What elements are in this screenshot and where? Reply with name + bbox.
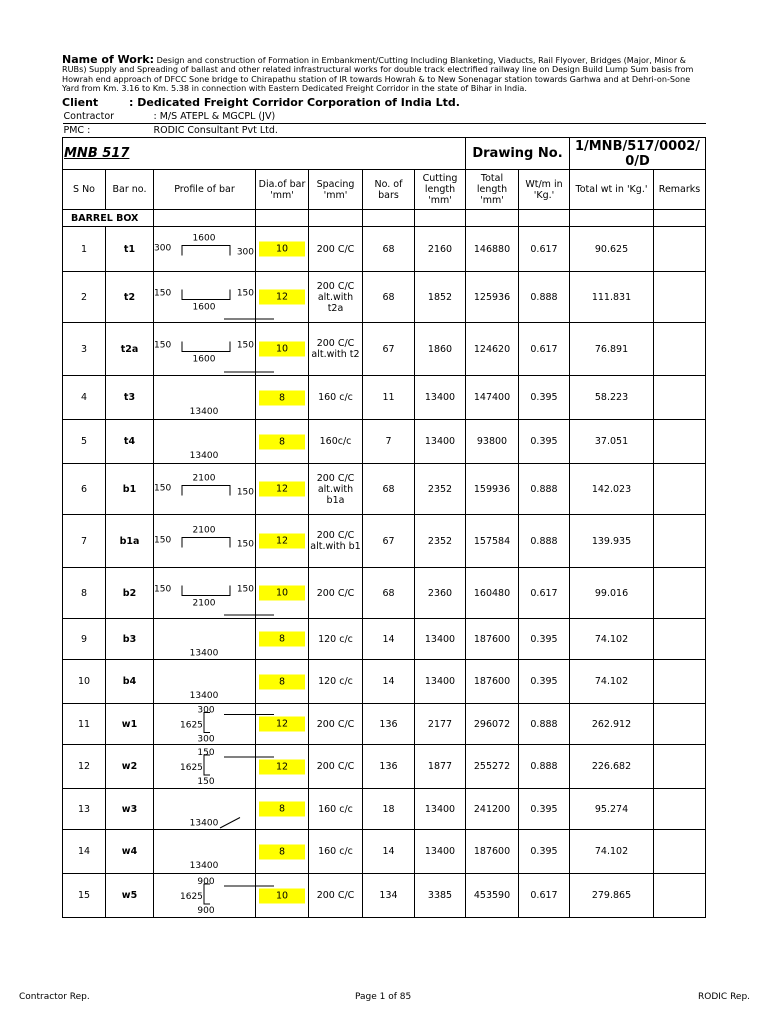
profile-dimension-label: 13400: [189, 451, 219, 461]
no-of-bars-cell: 134: [363, 874, 415, 918]
footer-contractor-rep: Contractor Rep.: [19, 992, 90, 1002]
profile-dimension-label: 150: [236, 487, 254, 498]
dia-value: 12: [259, 482, 305, 497]
dia-value: 8: [259, 390, 305, 405]
table-row: [63, 619, 706, 660]
col-wt-per-m: Wt/m in 'Kg.': [519, 170, 570, 210]
total-length-cell: 241200: [466, 789, 519, 830]
profile-dimension-label: 300: [236, 247, 254, 258]
dia-value: 12: [259, 759, 305, 774]
bar-no-cell: b3: [106, 619, 154, 660]
profile-dimension-label: 150: [236, 539, 254, 550]
bar-profile-drawing: [154, 619, 256, 660]
profile-dimension-label: 300: [197, 734, 215, 745]
dia-cell: [256, 227, 309, 272]
col-total-length: Total length 'mm': [466, 170, 519, 210]
profile-dimension-label: 150: [154, 288, 172, 299]
profile-dimension-label: 1625: [180, 892, 203, 902]
no-of-bars-cell: 68: [363, 568, 415, 619]
sno-cell: 6: [63, 464, 106, 515]
bar-schedule-table: [62, 110, 706, 918]
wt-per-m-cell: 0.395: [519, 420, 570, 464]
pmc-label: PMC :: [63, 124, 154, 138]
table-row: [63, 323, 706, 376]
bar-profile-drawing: [154, 227, 256, 272]
remarks-cell: [654, 515, 706, 568]
remarks-cell: [654, 420, 706, 464]
cutting-length-cell: 2352: [415, 464, 466, 515]
bar-profile-drawing: [154, 515, 256, 568]
profile-dimension-label: 2100: [192, 473, 216, 484]
bar-profile-drawing: [154, 376, 256, 420]
remarks-cell: [654, 745, 706, 789]
remarks-cell: [654, 227, 706, 272]
cutting-length-cell: 2160: [415, 227, 466, 272]
cutting-length-cell: 1852: [415, 272, 466, 323]
dia-cell: [256, 660, 309, 704]
dia-value: 8: [259, 632, 305, 647]
no-of-bars-cell: 68: [363, 464, 415, 515]
name-of-work: [62, 55, 705, 94]
cutting-length-cell: 13400: [415, 789, 466, 830]
bar-no-cell: t2a: [106, 323, 154, 376]
total-wt-cell: 262.912: [570, 704, 654, 745]
profile-cell: [154, 704, 256, 745]
remarks-cell: [654, 568, 706, 619]
column-header-row: [63, 170, 706, 210]
bar-no-cell: w4: [106, 830, 154, 874]
dia-value: 8: [259, 434, 305, 449]
profile-dimension-label: 150: [236, 288, 254, 299]
table-row: [63, 704, 706, 745]
profile-dimension-label: 1600: [192, 354, 216, 365]
footer-page-number: Page 1 of 85: [355, 992, 412, 1002]
dia-cell: [256, 323, 309, 376]
cutting-length-cell: 1877: [415, 745, 466, 789]
wt-per-m-cell: 0.888: [519, 515, 570, 568]
bar-shape-line: [220, 818, 240, 829]
col-total-wt: Total wt in 'Kg.': [570, 170, 654, 210]
wt-per-m-cell: 0.395: [519, 830, 570, 874]
no-of-bars-cell: 7: [363, 420, 415, 464]
bar-profile-drawing: [154, 789, 256, 830]
bar-no-cell: t4: [106, 420, 154, 464]
footer-rodic-rep: RODIC Rep.: [698, 992, 751, 1002]
no-of-bars-cell: 136: [363, 704, 415, 745]
col-profile: Profile of bar: [154, 170, 256, 210]
cutting-length-cell: 13400: [415, 420, 466, 464]
remarks-cell: [654, 874, 706, 918]
bar-schedule-sheet: [62, 110, 706, 918]
profile-cell: [154, 464, 256, 515]
profile-dimension-label: 150: [154, 340, 172, 351]
remarks-cell: [654, 323, 706, 376]
bar-no-cell: t3: [106, 376, 154, 420]
wt-per-m-cell: 0.888: [519, 272, 570, 323]
sno-cell: 3: [63, 323, 106, 376]
total-length-cell: 187600: [466, 830, 519, 874]
bar-shape-line: [204, 713, 210, 733]
profile-dimension-label: 1625: [180, 720, 203, 731]
spacing-cell: 120 c/c: [309, 660, 363, 704]
dia-value: 8: [259, 844, 305, 859]
dia-cell: [256, 789, 309, 830]
cutting-length-cell: 2360: [415, 568, 466, 619]
spacing-cell: 160 c/c: [309, 830, 363, 874]
bar-no-cell: b2: [106, 568, 154, 619]
total-length-cell: 453590: [466, 874, 519, 918]
profile-dimension-label: 150: [154, 483, 172, 494]
profile-cell: [154, 272, 256, 323]
col-remarks: Remarks: [654, 170, 706, 210]
sno-cell: 5: [63, 420, 106, 464]
total-length-cell: 296072: [466, 704, 519, 745]
profile-dimension-label: 1600: [192, 302, 216, 313]
profile-dimension-label: 150: [197, 748, 215, 758]
bar-profile-drawing: [154, 704, 256, 745]
table-row: [63, 660, 706, 704]
profile-cell: [154, 745, 256, 789]
no-of-bars-cell: 14: [363, 830, 415, 874]
profile-cell: [154, 619, 256, 660]
col-dia: Dia.of bar 'mm': [256, 170, 309, 210]
table-row: [63, 464, 706, 515]
total-length-cell: 146880: [466, 227, 519, 272]
remarks-cell: [654, 272, 706, 323]
dia-value: 12: [259, 290, 305, 305]
name-of-work-label: Name of Work:: [62, 53, 154, 66]
total-length-cell: 159936: [466, 464, 519, 515]
name-of-work-text: Design and construction of Formation in Embankment/Cutting Including Blanketing, Viaducts, Rail Flyover, Bridges (Major, Minor & RUBs) Supply and Spreading of ballast and other related infrastructural works for double track electrified railway line on Design Build Lump Sum basis from Howrah end approach of DFCC Sone bridge to Chirapathu station of IR towards Howrah & to New Sonenagar station towards Garhwa and at Dehri-on-Sone Yard from Km. 3.16 to Km. 5.38 in connection with Eastern Dedicated Freight Corridor in the state of Bihar in India.: [62, 55, 694, 94]
total-wt-cell: 279.865: [570, 874, 654, 918]
profile-cell: [154, 227, 256, 272]
no-of-bars-cell: 18: [363, 789, 415, 830]
bar-profile-drawing: [154, 874, 256, 918]
cutting-length-cell: 2352: [415, 515, 466, 568]
profile-dimension-label: 900: [197, 877, 215, 887]
sno-cell: 13: [63, 789, 106, 830]
dia-value: 12: [259, 534, 305, 549]
spacing-cell: 200 C/C: [309, 745, 363, 789]
table-row: [63, 789, 706, 830]
profile-dimension-label: 150: [154, 584, 172, 595]
bar-profile-drawing: [154, 464, 256, 515]
remarks-cell: [654, 619, 706, 660]
total-wt-cell: 74.102: [570, 619, 654, 660]
dia-cell: [256, 745, 309, 789]
profile-cell: [154, 323, 256, 376]
total-length-cell: 147400: [466, 376, 519, 420]
total-length-cell: 124620: [466, 323, 519, 376]
col-sno: S No: [63, 170, 106, 210]
bar-profile-drawing: [154, 660, 256, 704]
profile-dimension-label: 300: [197, 705, 215, 716]
sno-cell: 1: [63, 227, 106, 272]
dia-cell: [256, 619, 309, 660]
contractor-value: : M/S ATEPL & MGCPL (JV): [154, 110, 706, 124]
profile-dimension-label: 13400: [189, 691, 219, 701]
total-wt-cell: 74.102: [570, 660, 654, 704]
spacing-cell: 120 c/c: [309, 619, 363, 660]
dia-value: 10: [259, 242, 305, 257]
dia-value: 10: [259, 586, 305, 601]
profile-dimension-label: 150: [236, 584, 254, 595]
bar-profile-drawing: [154, 745, 256, 789]
bar-no-cell: t1: [106, 227, 154, 272]
profile-cell: [154, 515, 256, 568]
drawing-number: 1/MNB/517/0002/ 0/D: [570, 138, 706, 170]
col-spacing: Spacing 'mm': [309, 170, 363, 210]
bar-no-cell: b4: [106, 660, 154, 704]
spacing-cell: 200 C/C alt.with b1a: [309, 464, 363, 515]
profile-dimension-label: 13400: [189, 648, 219, 659]
wt-per-m-cell: 0.617: [519, 227, 570, 272]
cutting-length-cell: 13400: [415, 660, 466, 704]
bar-shape-line: [182, 290, 230, 300]
col-no-of-bars: No. of bars: [363, 170, 415, 210]
spacing-cell: 200 C/C alt.with t2a: [309, 272, 363, 323]
bar-shape-line: [182, 538, 230, 548]
sno-cell: 14: [63, 830, 106, 874]
total-wt-cell: 95.274: [570, 789, 654, 830]
bar-no-cell: w2: [106, 745, 154, 789]
dia-value: 8: [259, 802, 305, 817]
profile-cell: [154, 874, 256, 918]
total-wt-cell: 142.023: [570, 464, 654, 515]
spacing-cell: 200 C/C: [309, 227, 363, 272]
dia-cell: [256, 464, 309, 515]
total-length-cell: 93800: [466, 420, 519, 464]
no-of-bars-cell: 67: [363, 323, 415, 376]
profile-dimension-label: 150: [197, 777, 215, 787]
cutting-length-cell: 3385: [415, 874, 466, 918]
total-wt-cell: 76.891: [570, 323, 654, 376]
wt-per-m-cell: 0.617: [519, 568, 570, 619]
bar-no-cell: w5: [106, 874, 154, 918]
spacing-cell: 200 C/C alt.with b1: [309, 515, 363, 568]
bar-no-cell: b1: [106, 464, 154, 515]
profile-dimension-label: 2100: [192, 598, 216, 609]
pmc-value: RODIC Consultant Pvt Ltd.: [154, 124, 706, 138]
table-row: [63, 745, 706, 789]
sno-cell: 7: [63, 515, 106, 568]
bar-profile-drawing: [154, 568, 256, 619]
no-of-bars-cell: 11: [363, 376, 415, 420]
table-row: [63, 874, 706, 918]
total-wt-cell: 139.935: [570, 515, 654, 568]
dia-cell: [256, 830, 309, 874]
table-row: [63, 515, 706, 568]
profile-dimension-label: 13400: [189, 861, 219, 871]
sno-cell: 12: [63, 745, 106, 789]
remarks-cell: [654, 376, 706, 420]
contractor-row: [63, 110, 706, 124]
section-row: [63, 210, 706, 227]
total-wt-cell: 90.625: [570, 227, 654, 272]
cutting-length-cell: 13400: [415, 376, 466, 420]
no-of-bars-cell: 68: [363, 272, 415, 323]
profile-cell: [154, 660, 256, 704]
bar-shape-line: [182, 342, 230, 352]
section-title: BARREL BOX: [63, 210, 154, 227]
total-length-cell: 160480: [466, 568, 519, 619]
bar-no-cell: w1: [106, 704, 154, 745]
profile-cell: [154, 789, 256, 830]
total-length-cell: 157584: [466, 515, 519, 568]
cutting-length-cell: 13400: [415, 619, 466, 660]
profile-dimension-label: 13400: [189, 818, 219, 829]
no-of-bars-cell: 14: [363, 660, 415, 704]
spacing-cell: 200 C/C: [309, 704, 363, 745]
bar-shape-line: [182, 246, 230, 256]
spacing-cell: 160c/c: [309, 420, 363, 464]
client-line: [62, 96, 460, 109]
bar-shape-line: [204, 755, 210, 775]
profile-dimension-label: 1625: [180, 763, 203, 773]
profile-dimension-label: 300: [154, 243, 172, 254]
wt-per-m-cell: 0.888: [519, 464, 570, 515]
profile-dimension-label: 150: [154, 535, 172, 546]
total-length-cell: 255272: [466, 745, 519, 789]
no-of-bars-cell: 14: [363, 619, 415, 660]
spacing-cell: 200 C/C: [309, 874, 363, 918]
client-value: : Dedicated Freight Corridor Corporation of India Ltd.: [129, 96, 460, 109]
bar-shape-line: [204, 884, 210, 904]
dia-cell: [256, 272, 309, 323]
sno-cell: 9: [63, 619, 106, 660]
wt-per-m-cell: 0.888: [519, 704, 570, 745]
profile-dimension-label: 900: [197, 906, 215, 916]
drawing-row: [63, 138, 706, 170]
total-length-cell: 187600: [466, 619, 519, 660]
col-cutting-length: Cutting length 'mm': [415, 170, 466, 210]
sno-cell: 4: [63, 376, 106, 420]
total-wt-cell: 74.102: [570, 830, 654, 874]
remarks-cell: [654, 464, 706, 515]
wt-per-m-cell: 0.395: [519, 789, 570, 830]
bar-shape-line: [182, 586, 230, 596]
total-wt-cell: 99.016: [570, 568, 654, 619]
bar-shape-line: [182, 486, 230, 496]
total-length-cell: 187600: [466, 660, 519, 704]
profile-cell: [154, 420, 256, 464]
bar-profile-drawing: [154, 420, 256, 464]
sno-cell: 10: [63, 660, 106, 704]
profile-cell: [154, 568, 256, 619]
remarks-cell: [654, 789, 706, 830]
cutting-length-cell: 13400: [415, 830, 466, 874]
wt-per-m-cell: 0.617: [519, 323, 570, 376]
spacing-cell: 200 C/C alt.with t2: [309, 323, 363, 376]
profile-dimension-label: 150: [236, 340, 254, 351]
sno-cell: 11: [63, 704, 106, 745]
dia-value: 8: [259, 674, 305, 689]
remarks-cell: [654, 704, 706, 745]
wt-per-m-cell: 0.395: [519, 619, 570, 660]
spacing-cell: 200 C/C: [309, 568, 363, 619]
table-row: [63, 568, 706, 619]
wt-per-m-cell: 0.888: [519, 745, 570, 789]
no-of-bars-cell: 136: [363, 745, 415, 789]
remarks-cell: [654, 830, 706, 874]
col-bar-no: Bar no.: [106, 170, 154, 210]
pmc-row: [63, 124, 706, 138]
spacing-cell: 160 c/c: [309, 376, 363, 420]
bar-profile-drawing: [154, 830, 256, 874]
cutting-length-cell: 2177: [415, 704, 466, 745]
cutting-length-cell: 1860: [415, 323, 466, 376]
total-wt-cell: 111.831: [570, 272, 654, 323]
dia-cell: [256, 376, 309, 420]
contractor-label: Contractor: [63, 110, 154, 124]
dia-cell: [256, 420, 309, 464]
bar-no-cell: t2: [106, 272, 154, 323]
table-row: [63, 272, 706, 323]
table-row: [63, 420, 706, 464]
wt-per-m-cell: 0.395: [519, 376, 570, 420]
total-length-cell: 125936: [466, 272, 519, 323]
profile-dimension-label: 13400: [189, 407, 219, 417]
total-wt-cell: 226.682: [570, 745, 654, 789]
spacing-cell: 160 c/c: [309, 789, 363, 830]
bar-profile-drawing: [154, 323, 256, 376]
profile-cell: [154, 830, 256, 874]
profile-cell: [154, 376, 256, 420]
table-row: [63, 830, 706, 874]
dia-value: 10: [259, 342, 305, 357]
client-label: Client: [62, 96, 99, 109]
dia-cell: [256, 874, 309, 918]
dia-cell: [256, 568, 309, 619]
bar-no-cell: w3: [106, 789, 154, 830]
table-row: [63, 227, 706, 272]
wt-per-m-cell: 0.617: [519, 874, 570, 918]
profile-dimension-label: 1600: [192, 233, 216, 244]
sno-cell: 15: [63, 874, 106, 918]
profile-dimension-label: 2100: [192, 525, 216, 536]
sno-cell: 8: [63, 568, 106, 619]
no-of-bars-cell: 67: [363, 515, 415, 568]
bar-profile-drawing: [154, 272, 256, 323]
dia-cell: [256, 515, 309, 568]
sno-cell: 2: [63, 272, 106, 323]
bar-no-cell: b1a: [106, 515, 154, 568]
wt-per-m-cell: 0.395: [519, 660, 570, 704]
dia-cell: [256, 704, 309, 745]
drawing-label: Drawing No.: [466, 138, 570, 170]
table-row: [63, 376, 706, 420]
dia-value: 10: [259, 888, 305, 903]
mnb-title: MNB 517: [63, 138, 466, 170]
no-of-bars-cell: 68: [363, 227, 415, 272]
remarks-cell: [654, 660, 706, 704]
dia-value: 12: [259, 717, 305, 732]
total-wt-cell: 37.051: [570, 420, 654, 464]
total-wt-cell: 58.223: [570, 376, 654, 420]
